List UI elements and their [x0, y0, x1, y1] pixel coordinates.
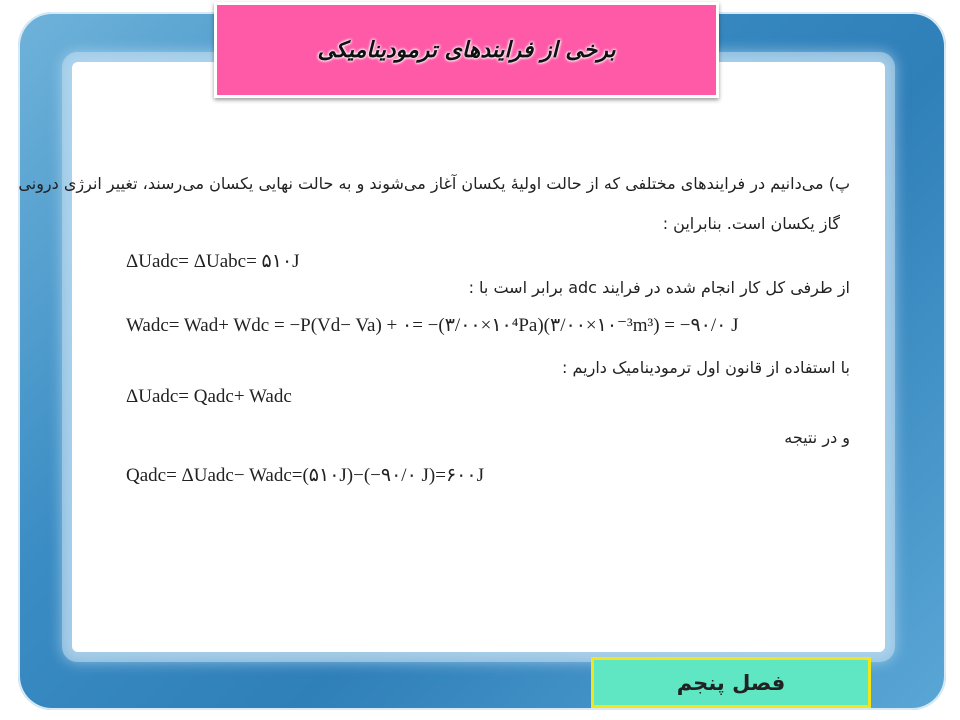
- paragraph-work: از طرفی کل کار انجام شده در فرایند adc برابر است با :: [468, 278, 850, 297]
- title-banner: [214, 2, 719, 98]
- content-panel: [72, 62, 885, 652]
- paragraph-first-law: با استفاده از قانون اول ترمودینامیک داریم :: [562, 358, 850, 377]
- paragraph-result: و در نتیجه: [784, 428, 850, 447]
- equation-heat: Qadc= ΔUadc− Wadc=(۵۱۰J)−(−۹۰/۰ J)=۶۰۰J: [126, 465, 484, 486]
- chapter-label: فصل پنجم: [676, 670, 786, 695]
- chapter-badge: [591, 657, 871, 708]
- paragraph-line-2: گاز یکسان است. بنابراین :: [662, 214, 840, 233]
- slide-title: برخی از فرایندهای ترمودینامیکی: [317, 37, 616, 63]
- equation-delta-u: ΔUadc= ΔUabc= ۵۱۰J: [126, 251, 300, 272]
- equation-first-law: ΔUadc= Qadc+ Wadc: [126, 386, 292, 407]
- paragraph-line-1: پ) می‌دانیم در فرایندهای مختلفی که از حالت اولیهٔ یکسان آغاز می‌شوند و به حالت نهایی یکسان می‌رسند، تغییر انرژی درونی: [18, 174, 850, 193]
- equation-work: Wadc= Wad+ Wdc = −P(Vd− Va) + ۰= −(۳/۰۰×۱۰⁴Pa)(۳/۰۰×۱۰⁻³m³) = −۹۰/۰ J: [126, 315, 739, 336]
